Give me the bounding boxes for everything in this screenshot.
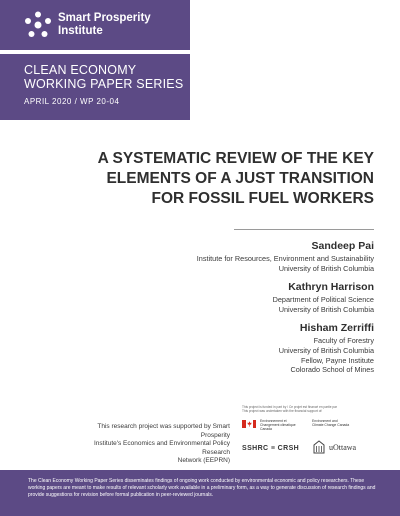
author-affiliation: Faculty of Forestry <box>313 336 374 346</box>
institute-logo-bar <box>0 0 190 50</box>
author-affiliation: Colorado School of Mines <box>290 365 374 375</box>
series-title-line-1: CLEAN ECONOMY <box>24 63 137 77</box>
support-statement <box>70 423 230 466</box>
series-title <box>24 63 183 91</box>
eccc-label-fr <box>260 419 308 432</box>
series-date-number: APRIL 2020 / WP 20-04 <box>24 97 120 106</box>
series-description: The Clean Economy Working Paper Series disseminates findings of ongoing work conducted by environmental economic and policy researchers. These working papers are meant to make results of relevant scholarly work available in a preliminary form, as a way to generate discussion of research findings and provide suggestions for revision before formal publication in peer-reviewed journals. <box>28 478 376 499</box>
sshrc-logo: SSHRC ≡ CRSH <box>242 445 300 452</box>
eccc-fr-line-1: Environnement et <box>260 419 287 423</box>
author-affiliation: University of British Columbia <box>278 263 374 273</box>
authors-list <box>114 240 374 383</box>
logo-line-1: Smart Prosperity <box>58 12 151 24</box>
author-entry <box>114 322 374 374</box>
canada-flag-icon <box>242 420 256 428</box>
eccc-en-line-1: Environment and <box>312 419 338 423</box>
funding-note-line-1: This project is funded in part by / Ce projet est financé en partie par <box>242 405 337 409</box>
support-line-2: Institute's Economics and Environmental Policy Research <box>94 440 230 456</box>
support-line-1: This research project was supported by Smart Prosperity <box>97 423 230 439</box>
uottawa-logo: uOttawa <box>329 443 357 452</box>
paper-title-line-3: FOR FOSSIL FUEL WORKERS <box>151 190 374 207</box>
footer-band <box>0 470 400 516</box>
paper-title-line-2: ELEMENTS OF A JUST TRANSITION <box>106 170 374 187</box>
author-name: Sandeep Pai <box>311 240 374 252</box>
author-affiliation: Fellow, Payne Institute <box>300 355 374 365</box>
author-entry <box>114 281 374 314</box>
author-entry <box>114 240 374 273</box>
author-affiliation: Department of Political Science <box>272 295 374 305</box>
eccc-en-line-2: Climate Change Canada <box>312 423 350 428</box>
paper-title-line-1: A SYSTEMATIC REVIEW OF THE KEY <box>97 150 374 167</box>
logo-line-2: Institute <box>58 24 103 37</box>
logo-text <box>58 12 151 37</box>
series-banner <box>0 54 190 120</box>
funder-logos <box>242 405 382 465</box>
funding-note-line-2: This project was undertaken with the financial support of: <box>242 409 323 413</box>
author-affiliation: University of British Columbia <box>278 304 374 314</box>
logo-mark-icon <box>24 11 52 39</box>
uottawa-crest-icon <box>312 440 326 454</box>
series-title-line-2: WORKING PAPER SERIES <box>24 77 184 91</box>
author-name: Kathryn Harrison <box>288 281 374 294</box>
author-affiliation: University of British Columbia <box>278 345 374 355</box>
support-line-3: Network (EEPRN) <box>177 457 230 465</box>
author-affiliation: Institute for Resources, Environment and Sustainability <box>196 254 374 263</box>
funding-note <box>242 405 362 413</box>
title-divider <box>234 229 374 230</box>
eccc-fr-line-2: Changement climatique Canada <box>260 423 296 432</box>
paper-title <box>34 149 374 209</box>
eccc-label-en <box>312 419 362 427</box>
author-name: Hisham Zerriffi <box>299 322 374 335</box>
